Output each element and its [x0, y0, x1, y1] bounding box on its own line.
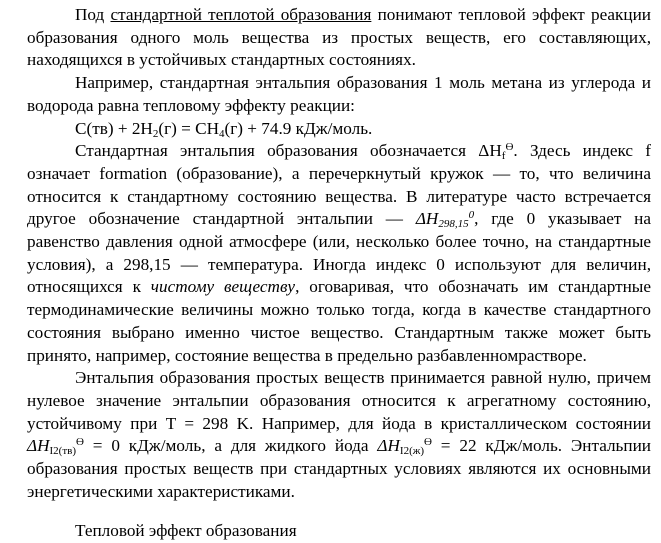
paragraph-simple-substances [27, 367, 651, 503]
superscript: 0 [468, 209, 475, 222]
symbol: ΔH [415, 209, 439, 229]
text: понимают тепловой эффект реакции образования одного моль вещества из простых веществ, его составляющих, находящихся в устойчивых стандартных состояниях. [27, 5, 651, 70]
text: = 22 кДж/моль. Энтальпии образования простых веществ при стандартных условиях являются их основными энергетическими характеристиками. [27, 436, 651, 501]
paragraph-next: Тепловой эффект образования [75, 521, 297, 540]
eq-part: (г) + 74.9 кДж/моль. [224, 118, 373, 138]
text: . Здесь индекс f означает formation (образование), а перечеркнутый кружок — то, что величина относится к стандартному состоянию вещества. В литературе часто встречается другое обозначение стандартной энтальпии — [27, 141, 651, 229]
symbol: ΔH [377, 436, 400, 456]
cut-off-line [27, 520, 651, 543]
text: Под [75, 5, 111, 24]
text: = 0 кДж/моль, а для жидкого йода [83, 436, 378, 456]
subscript: I2(тв) [49, 445, 76, 458]
subscript: 298,15 [438, 218, 469, 231]
eq-part: C(тв) + 2H [75, 118, 153, 138]
text: Стандартная энтальпия образования обозначается ΔH [75, 141, 502, 161]
paragraph-example: Например, стандартная энтальпия образования 1 моль метана из углерода и водорода равна тепловому эффекту реакции: [27, 73, 651, 115]
emphasis: чистому веществу [150, 277, 296, 297]
eq-sub: 4 [219, 127, 225, 140]
superscript: ϴ [505, 141, 514, 154]
eq-part: (г) = CH [158, 118, 220, 138]
reaction-equation [27, 118, 651, 141]
text: , где 0 указывает на равенство давления одной атмосфере (или, несколько более точно, на стандартные условия), а 298,15 — температура. Иногда индекс 0 используют для величин, относящихся к [27, 209, 652, 297]
symbol: ΔH [27, 436, 50, 456]
text: Энтальпия образования простых веществ принимается равной нулю, причем нулевое значение энтальпии образования относится к агрегатному состоянию, устойчивому при T = 298 K. Например, для йода в кристаллическом состоянии [27, 368, 651, 433]
text: , оговаривая, что обозначать им стандартные термодинамические величины можно только тогда, когда в качестве стандартного состояния выбрано именно чистое вещество. Стандартным также может быть принято, например, состояние вещества в предельно разбавленномрастворе. [27, 277, 651, 365]
paragraph-notation [27, 140, 651, 367]
eq-sub: 2 [152, 127, 159, 140]
superscript: ϴ [424, 436, 432, 449]
subscript: f [501, 150, 506, 163]
term-link[interactable]: стандартной теплотой образования [110, 5, 372, 24]
subscript: I2(ж) [399, 445, 424, 458]
paragraph-definition [27, 4, 651, 72]
superscript: ϴ [76, 436, 84, 449]
